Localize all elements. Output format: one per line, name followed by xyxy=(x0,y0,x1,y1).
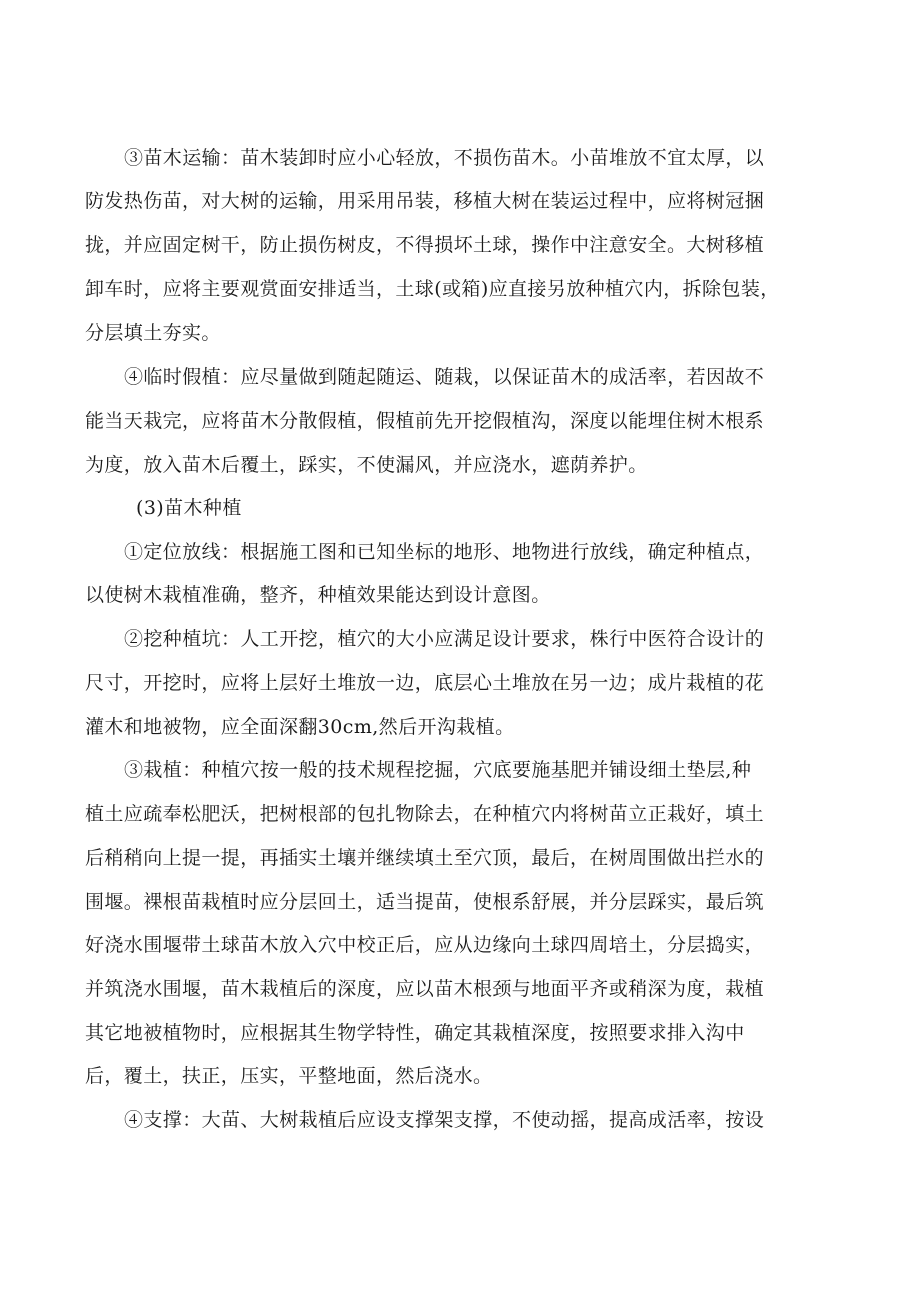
text-line: 防发热伤苗，对大树的运输，用采用吊装，移植大树在装运过程中，应将树冠捆 xyxy=(85,190,765,212)
text-line: 灌木和地被物，应全面深翻30cm,然后开沟栽植。 xyxy=(85,716,515,738)
text-line: 其它地被植物时，应根据其生物学特性，确定其栽植深度，按照要求排入沟中 xyxy=(85,1022,745,1044)
text-line: 为度，放入苗木后覆土，踩实，不使漏风，并应浇水，遮荫养护。 xyxy=(85,454,648,476)
text-line: 以使树木栽植准确，整齐，种植效果能达到设计意图。 xyxy=(85,584,551,606)
text-line: ③苗木运输：苗木装卸时应小心轻放，不损伤苗木。小苗堆放不宜太厚，以 xyxy=(124,147,765,169)
text-line: 分层填土夯实。 xyxy=(85,322,221,344)
text-line: 尺寸，开挖时，应将上层好土堆放一边，底层心土堆放在另一边；成片栽植的花 xyxy=(85,672,765,694)
text-line: 后稍稍向上提一提，再插实土壤并继续填土至穴顶，最后，在树周围做出拦水的 xyxy=(85,847,765,869)
text-line: ④临时假植：应尽量做到随起随运、随栽，以保证苗木的成活率，若因故不 xyxy=(124,366,765,388)
text-line: 后，覆土，扶正，压实，平整地面，然后浇水。 xyxy=(85,1065,493,1087)
text-line: 并筑浇水围堰，苗木栽植后的深度，应以苗木根颈与地面平齐或稍深为度，栽植 xyxy=(85,978,765,1000)
text-line: 拢，并应固定树干，防止损伤树皮，不得损坏土球，操作中注意安全。大树移植 xyxy=(85,234,765,256)
section-heading: (3)苗木种植 xyxy=(136,497,242,519)
text-line: 能当天栽完，应将苗木分散假植，假植前先开挖假植沟，深度以能埋住树木根系 xyxy=(85,410,765,432)
text-line: 卸车时，应将主要观赏面安排适当，土球(或箱)应直接另放种植穴内，拆除包装， xyxy=(85,278,780,300)
text-line: ①定位放线：根据施工图和已知坐标的地形、地物进行放线，确定种植点， xyxy=(124,541,765,563)
text-line: 围堰。裸根苗栽植时应分层回土，适当提苗，使根系舒展，并分层踩实，最后筑 xyxy=(85,891,765,913)
text-line: 好浇水围堰带土球苗木放入穴中校正后，应从边缘向土球四周培土，分层捣实， xyxy=(85,934,765,956)
text-line: 植土应疏奉松肥沃，把树根部的包扎物除去，在种植穴内将树苗立正栽好，填土 xyxy=(85,803,765,825)
text-line: ④支撑：大苗、大树栽植后应设支撑架支撑，不使动摇，提高成活率，按设 xyxy=(124,1109,765,1131)
text-line: ②挖种植坑：人工开挖，植穴的大小应满足设计要求，株行中医符合设计的 xyxy=(124,628,765,650)
text-line: ③栽植：种植穴按一般的技术规程挖掘，穴底要施基肥并铺设细土垫层,种 xyxy=(124,759,752,781)
